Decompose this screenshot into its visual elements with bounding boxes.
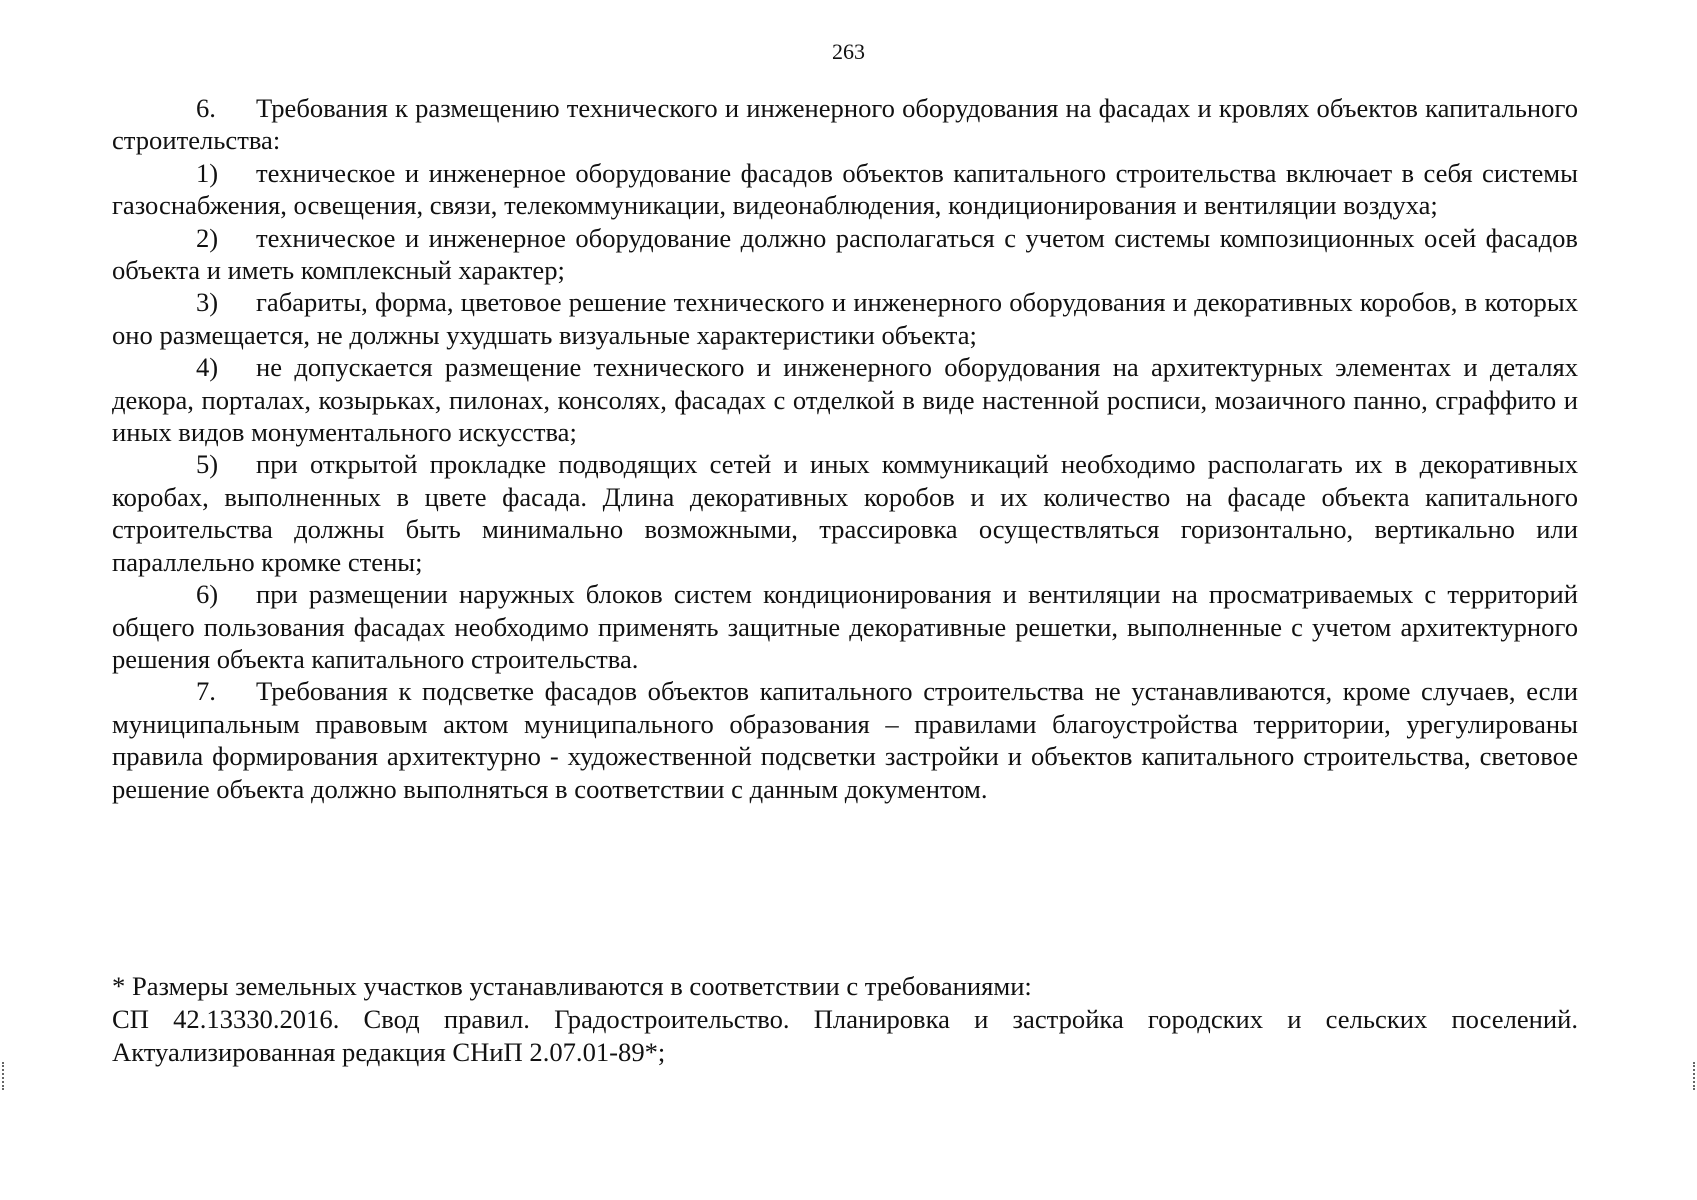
item-number: 5) xyxy=(196,449,219,480)
item-text: при открытой прокладке подводящих сетей и иных коммуникаций необходимо располагать их в декоративных коробах, выполненных в цвете фасада. Длина декоративных коробов и их количество на фасаде объекта капитального строительства должны быть минимально возможными, трассировка осуществляться горизонтально, вертикально или параллельно кромке стены; xyxy=(112,449,1578,577)
item-number: 7. xyxy=(196,676,216,707)
list-item-3 xyxy=(112,286,1578,351)
section-item-6 xyxy=(112,92,1578,157)
item-text: Требования к подсветке фасадов объектов капитального строительства не устанавливаются, кроме случаев, если муниципальным правовым актом муниципального образования – правилами благоустройства территории, урегулированы правила формирования архитектурно - художественной подсветки застройки и объектов капитального строительства, световое решение объекта должно выполняться в соответствии с данным документом. xyxy=(112,676,1578,804)
item-number: 3) xyxy=(196,287,219,318)
item-number: 2) xyxy=(196,222,219,253)
scan-edge-mark-right xyxy=(1693,1062,1697,1090)
list-item-1 xyxy=(112,157,1578,222)
list-item-5 xyxy=(112,448,1578,578)
item-text: техническое и инженерное оборудование фасадов объектов капитального строительства включает в себя системы газоснабжения, освещения, связи, телекоммуникации, видеонаблюдения, кондиционирования и вентиляции воздуха; xyxy=(112,157,1578,221)
item-number: 4) xyxy=(196,352,219,383)
item-number: 6) xyxy=(196,579,219,610)
item-text: Требования к размещению технического и инженерного оборудования на фасадах и кровлях объектов капитального строительства: xyxy=(112,93,1578,156)
item-text: не допускается размещение технического и инженерного оборудования на архитектурных элементах и деталях декора, порталах, козырьках, пилонах, консолях, фасадах с отделкой в виде настенной росписи, мозаичного панно, сграффито и иных видов монументального искусства; xyxy=(112,352,1578,448)
footnote-line-1: * Размеры земельных участков устанавливаются в соответствии с требованиями: xyxy=(112,971,1032,1001)
item-text: габариты, форма, цветовое решение технического и инженерного оборудования и декоративных коробов, в которых оно размещается, не должны ухудшать визуальные характеристики объекта; xyxy=(112,287,1578,350)
document-body xyxy=(112,92,1578,805)
list-item-2 xyxy=(112,222,1578,287)
footnote xyxy=(112,970,1578,1069)
footnote-line-2: СП 42.13330.2016. Свод правил. Градостроительство. Планировка и застройка городских и сельских поселений. Актуализированная редакция СНиП 2.07.01-89*; xyxy=(112,1004,1578,1067)
item-number: 1) xyxy=(196,157,219,188)
section-item-7 xyxy=(112,675,1578,805)
item-text: техническое и инженерное оборудование должно располагаться с учетом системы композиционных осей фасадов объекта и иметь комплексный характер; xyxy=(112,222,1578,286)
item-text: при размещении наружных блоков систем кондиционирования и вентиляции на просматриваемых с территорий общего пользования фасадах необходимо применять защитные декоративные решетки, выполненные с учетом архитектурного решения объекта капитального строительства. xyxy=(112,579,1578,674)
item-number: 6. xyxy=(196,93,216,123)
page-number: 263 xyxy=(832,39,865,64)
list-item-6 xyxy=(112,578,1578,675)
scan-edge-mark-left xyxy=(2,1062,6,1090)
list-item-4 xyxy=(112,351,1578,448)
